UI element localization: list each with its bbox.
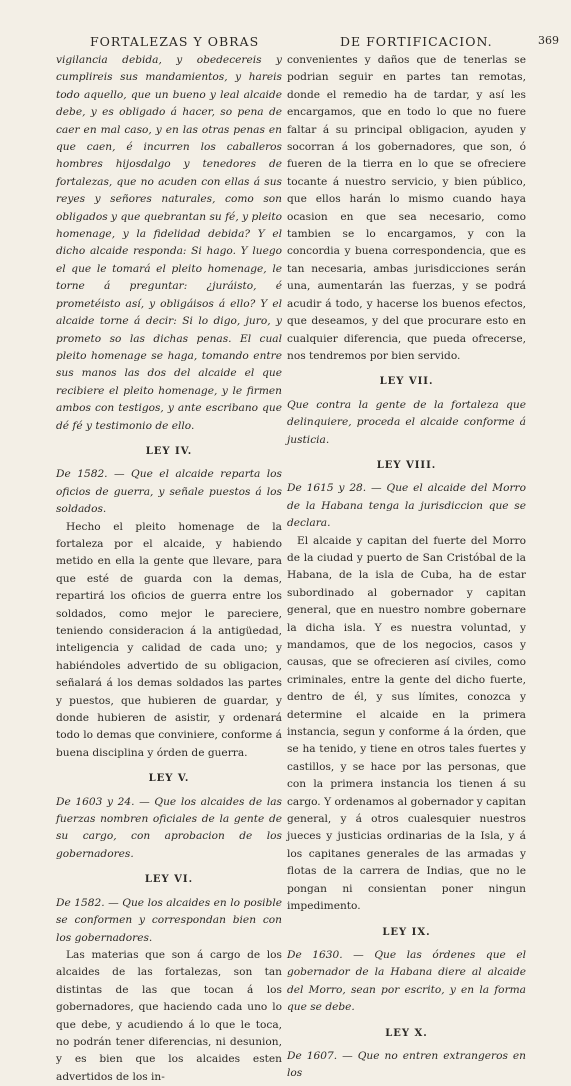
paragraph: El alcaide y capitan del fuerte del Morro de la ciudad y puerto de San Cristóbal de la Habana, de la isla de Cuba, ha de estar subordinado al gobernador y capitan general, que en nuestro nombre gobernare la dicha isla. Y es nuestra voluntad, y mandamos, que de los negocios, casos y causas, que se ofrecieren así civiles, como criminales, entre la gente del dicho fuerte, dentro de él, y sus límites, conozca y determine el alcaide en la primera instancia, segun y conforme á la órden, que se ha tenido, y tiene en otros tales fuertes y castillos, y se hace por las personas, que con la primera instancia los tienen á su cargo. Y ordenamos al gobernador y capitan general, y á otros cualesquier nuestros jueces y justicias ordinarias de la Isla, y á los capitanes generales de las armadas y flotas de la carrera de Indias, que no le pongan ni consientan poner ningun impedimento.	[287, 534, 526, 913]
law-summary: De 1615 y 28. — Que el alcaide del Morro de la Habana tenga la jurisdiccion que se declara.	[287, 482, 526, 530]
law-summary: De 1582. — Que los alcaides en lo posible se conformen y correspondan bien con los gobernadores.	[56, 896, 282, 944]
law-summary: De 1630. — Que las órdenes que el gobernador de la Habana diere al alcaide del Morro, sean por escrito, y en la forma que se debe.	[287, 948, 526, 1014]
law-title: LEY IV.	[145, 445, 193, 457]
law-title: LEY X.	[385, 1027, 428, 1039]
running-header-left: FORTALEZAS Y OBRAS	[90, 34, 260, 49]
page-number: 369	[538, 34, 559, 47]
law-title: LEY IX.	[382, 926, 431, 938]
law-title: LEY VI.	[144, 874, 194, 886]
left-column	[56, 52, 282, 1086]
running-header-right: DE FORTIFICACION.	[340, 34, 493, 49]
paragraph: Hecho el pleito homenage de la fortaleza por el alcaide, y habiendo metido en ella la gente que llevare, para que esté de guarda con la demas, repartirá los oficios de guerra entre los soldados, como mejor le pareciere, teniendo consideracion á la antigüedad, inteligencia y calidad de cada uno; y habiéndoles advertido de su obligacion, señalará á los demas soldados las partes y puestos, que hubieren de guardar, y donde hubieren de asistir, y ordenará todo lo demas que conviniere, conforme á buena disciplina y órden de guerra.	[56, 520, 282, 759]
paragraph: vigilancia debida, y obedecereis y cumplireis sus mandamientos, y hareis todo aquello, que un bueno y leal alcaide debe, y es obligado á hacer, so pena de caer en mal caso, y en las otras penas en que caen, é incurren los caballeros hombres hijosdalgo y tenedores de fortalezas, que no acuden con ellas á sus reyes y señores naturales, como son obligados y que quebrantan su fé, y pleito homenage, y la fidelidad debida? Y el dicho alcaide responda: Si hago. Y luego el que le tomará el pleito homenage, le torne á preguntar: ¿juráisto, é prometéisto así, y obligáisos á ello? Y el alcaide torne á decir: Si lo digo, juro, y prometo so las dichas penas. El cual pleito homenage se haga, tomando entre sus manos las dos del alcaide el que recibiere el pleito homenage, y le firmen ambos con testigos, y ante escribano que dé fé y testimonio de ello.	[56, 54, 282, 432]
right-column	[287, 52, 526, 1083]
law-summary: Que contra la gente de la fortaleza que delinquiere, proceda el alcaide conforme á justicia.	[287, 398, 526, 446]
law-summary: De 1607. — Que no entren extrangeros en los	[287, 1049, 526, 1080]
law-summary: De 1603 y 24. — Que los alcaides de las fuerzas nombren oficiales de la gente de su cargo, con aprobacion de los gobernadores.	[56, 795, 282, 860]
law-title: LEY VIII.	[376, 459, 437, 471]
paragraph: Las materias que son á cargo de los alcaides de las fortalezas, son tan distintas de las que tocan á los gobernadores, que haciendo cada uno lo que debe, y acudiendo á lo que le toca, no podrán tener diferencias, ni desunion, y es bien que los alcaides esten advertidos de los in-	[56, 948, 282, 1083]
law-title: LEY V.	[148, 773, 190, 785]
law-summary: De 1582. — Que el alcaide reparta los oficios de guerra, y señale puestos á los soldados.	[56, 468, 282, 516]
law-title: LEY VII.	[379, 376, 434, 388]
paragraph: convenientes y daños que de tenerlas se podrian seguir en partes tan remotas, donde el remedio ha de tardar, y así les encargamos, que en todo lo que no fuere faltar á su principal obligacion, ayuden y socorran á los gobernadores, que son, ó fueren de la tierra en lo que se ofreciere tocante á nuestro servicio, y bien público, que ellos harán lo mismo cuando haya ocasion en que sea necesario, como tambien se lo encargamos, y con la concordia y buena correspondencia, que es tan necesaria, ambas jurisdicciones serán una, aumentarán las fuerzas, y se podrá acudir á todo, y hacerse los buenos efectos, que deseamos, y del que procurare esto en cualquier diferencia, que pueda ofrecerse, nos tendremos por bien servido.	[287, 54, 526, 362]
